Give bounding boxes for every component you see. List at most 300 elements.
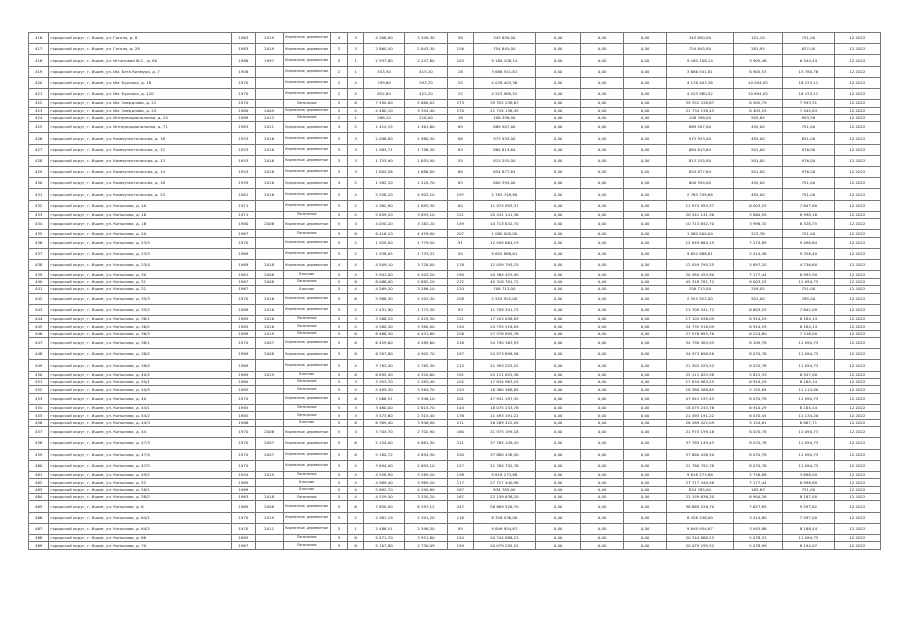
fund-regional-cell: 0,00 xyxy=(581,379,624,386)
unit-cost-cell: 6 910,29 xyxy=(733,315,782,322)
floors-cell: 5 xyxy=(330,427,347,438)
cost-total-cell: 39 352 238,67 xyxy=(473,100,535,107)
entrances-cell: 4 xyxy=(348,460,364,471)
residents-cell: 176 xyxy=(447,260,473,271)
owners-funds-cell: 22 159 636,20 xyxy=(667,494,734,501)
living-area-cell: 2 391,20 xyxy=(404,512,447,523)
renovation-year-cell xyxy=(255,535,283,542)
fund-federal-cell: 0,00 xyxy=(536,100,581,107)
floors-cell: 5 xyxy=(330,471,347,478)
renovation-year-cell: 2019 xyxy=(255,371,283,378)
floors-cell: 5 xyxy=(330,460,347,471)
deadline-cell: 12.2022 xyxy=(834,44,880,55)
floors-cell: 3 xyxy=(330,155,347,166)
total-area-cell: 4 529,50 xyxy=(364,494,405,501)
fund-local-cell: 0,00 xyxy=(624,237,667,248)
owners-funds-cell: 9 652 888,61 xyxy=(667,248,734,259)
address-cell: городской округ, г. Ишим, ул. Копылова, д. 40/5 xyxy=(49,386,232,393)
renovation-year-cell: 2018 xyxy=(255,494,283,501)
residents-cell: 25 xyxy=(447,77,473,88)
floors-cell: 5 xyxy=(330,412,347,419)
floors-cell: 5 xyxy=(330,379,347,386)
max-unit-cost-cell: 837,00 xyxy=(783,44,835,55)
entrances-cell: 6 xyxy=(348,535,364,542)
entrances-cell: 3 xyxy=(348,412,364,419)
floors-cell: 5 xyxy=(330,371,347,378)
address-cell: городской округ, г. Ишим, ул. Гоголя, д. 28 xyxy=(49,44,232,55)
unit-cost-cell: 7 177,44 xyxy=(733,271,782,278)
deadline-cell: 12.2022 xyxy=(834,393,880,404)
unit-cost-cell: 5 078,33 xyxy=(733,535,782,542)
table-row xyxy=(29,114,881,121)
fund-regional-cell: 0,00 xyxy=(581,107,624,114)
address-cell: городской округ, г. Ишим, ул. Копылова, д. 40 xyxy=(49,393,232,404)
cost-total-cell: 54 973 698,56 xyxy=(473,349,535,360)
total-area-cell: 2 096,00 xyxy=(364,133,405,144)
fund-local-cell: 0,00 xyxy=(624,114,667,121)
residents-cell: 150 xyxy=(447,323,473,330)
unit-cost-cell: 3 998,32 xyxy=(733,219,782,230)
deadline-cell: 12.2022 xyxy=(834,349,880,360)
wall-material-cell: Панельные xyxy=(283,230,330,237)
table-row xyxy=(29,88,881,99)
residents-cell: 197 xyxy=(447,349,473,360)
built-year-cell: 1980 xyxy=(232,219,256,230)
fund-local-cell: 0,00 xyxy=(624,88,667,99)
entrances-cell: 4 xyxy=(348,471,364,478)
fund-federal-cell: 0,00 xyxy=(536,33,581,44)
fund-regional-cell: 0,00 xyxy=(581,189,624,200)
entrances-cell: 6 xyxy=(348,419,364,426)
max-unit-cost-cell: 8 998,16 xyxy=(783,211,835,218)
cost-total-cell: 20 744 888,23 xyxy=(473,535,535,542)
total-area-cell: 1 983,71 xyxy=(364,144,405,155)
total-area-cell: 6 416,10 xyxy=(364,230,405,237)
living-area-cell: 4 503,20 xyxy=(404,271,447,278)
unit-cost-cell: 8 905,53 xyxy=(733,66,782,77)
entrances-cell: 3 xyxy=(348,33,364,44)
max-unit-cost-cell: 3 698,00 xyxy=(783,471,835,478)
row-number: 461 xyxy=(29,471,49,478)
wall-material-cell: Кирпичные, деревянные xyxy=(283,248,330,259)
living-area-cell: 3 969,20 xyxy=(404,479,447,486)
built-year-cell: 1970 xyxy=(232,237,256,248)
renovation-year-cell xyxy=(255,404,283,411)
max-unit-cost-cell: 8 995,90 xyxy=(783,271,835,278)
deadline-cell: 12.2022 xyxy=(834,404,880,411)
owners-funds-cell: 21 975 199,18 xyxy=(667,427,734,438)
fund-local-cell: 0,00 xyxy=(624,523,667,534)
renovation-year-cell xyxy=(255,486,283,493)
renovation-year-cell: 2019 xyxy=(255,330,283,337)
row-number: 450 xyxy=(29,371,49,378)
built-year-cell: 1981 xyxy=(232,271,256,278)
deadline-cell: 12.2022 xyxy=(834,379,880,386)
fund-regional-cell: 0,00 xyxy=(581,304,624,315)
fund-federal-cell: 0,00 xyxy=(536,330,581,337)
address-cell: городской округ, г. Ишим, ул. Копылова, д. 44/1 xyxy=(49,404,232,411)
max-unit-cost-cell: 8 184,14 xyxy=(783,323,835,330)
cost-total-cell: 9 849 954,67 xyxy=(473,523,535,534)
residents-cell: 201 xyxy=(447,393,473,404)
wall-material-cell: Кирпичные, деревянные xyxy=(283,189,330,200)
floors-cell: 5 xyxy=(330,486,347,493)
max-unit-cost-cell: 751,00 xyxy=(783,486,835,493)
deadline-cell: 12.2022 xyxy=(834,278,880,285)
renovation-year-cell xyxy=(255,100,283,107)
fund-regional-cell: 0,00 xyxy=(581,293,624,304)
owners-funds-cell: 18 075 243,76 xyxy=(667,404,734,411)
fund-federal-cell: 0,00 xyxy=(536,486,581,493)
owners-funds-cell: 11 709 341,72 xyxy=(667,304,734,315)
living-area-cell: 1 798,30 xyxy=(404,144,447,155)
floors-cell: 5 xyxy=(330,304,347,315)
unit-cost-cell: 10 094,05 xyxy=(733,77,782,88)
total-area-cell: 7 066,51 xyxy=(364,393,405,404)
fund-regional-cell: 0,00 xyxy=(581,211,624,218)
entrances-cell: 4 xyxy=(348,427,364,438)
owners-funds-cell: 12 949 664,19 xyxy=(667,237,734,248)
cost-total-cell: 2 763 749,86 xyxy=(473,189,535,200)
row-number: 443 xyxy=(29,304,49,315)
address-cell: городской округ, г. Ишим, ул. Копылова, д. 35/3 xyxy=(49,293,232,304)
residents-cell: 207 xyxy=(447,230,473,237)
renovation-year-cell xyxy=(255,200,283,211)
floors-cell: 5 xyxy=(330,349,347,360)
entrances-cell: 6 xyxy=(348,230,364,237)
wall-material-cell: Кирпичные, деревянные xyxy=(283,66,330,77)
table-row xyxy=(29,535,881,542)
wall-material-cell: Блочные xyxy=(283,371,330,378)
fund-local-cell: 0,00 xyxy=(624,494,667,501)
floors-cell: 2 xyxy=(330,44,347,55)
entrances-cell: 4 xyxy=(348,211,364,218)
fund-federal-cell: 0,00 xyxy=(536,237,581,248)
floors-cell: 2 xyxy=(330,88,347,99)
cost-total-cell: 20 541 141,36 xyxy=(473,211,535,218)
entrances-cell: 4 xyxy=(348,189,364,200)
entrances-cell: 1 xyxy=(348,114,364,121)
renovation-year-cell xyxy=(255,286,283,293)
fund-federal-cell: 0,00 xyxy=(536,88,581,99)
entrances-cell: 6 xyxy=(348,542,364,549)
deadline-cell: 12.2022 xyxy=(834,330,880,337)
built-year-cell: 1958 xyxy=(232,66,256,77)
fund-federal-cell: 0,00 xyxy=(536,260,581,271)
floors-cell: 5 xyxy=(330,211,347,218)
unit-cost-cell: 492,00 xyxy=(733,133,782,144)
total-area-cell: 5 558,20 xyxy=(364,189,405,200)
owners-funds-cell: 1 080 000,00 xyxy=(667,230,734,237)
deadline-cell: 12.2022 xyxy=(834,419,880,426)
max-unit-cost-cell: 8 184,14 xyxy=(783,315,835,322)
cost-total-cell: 813 255,00 xyxy=(473,155,535,166)
address-cell: городской округ, г. Ишим, ул. Копылова, д. 36/1 xyxy=(49,315,232,322)
deadline-cell: 12.2022 xyxy=(834,178,880,189)
living-area-cell: 5 946,10 xyxy=(404,393,447,404)
built-year-cell: 1983 xyxy=(232,44,256,55)
total-area-cell: 1 414,15 xyxy=(364,122,405,133)
owners-funds-cell: 12 059 795,25 xyxy=(667,260,734,271)
total-area-cell: 2 937,80 xyxy=(364,55,405,66)
built-year-cell: 1967 xyxy=(232,286,256,293)
row-number: 430 xyxy=(29,178,49,189)
total-area-cell: 3 473,60 xyxy=(364,412,405,419)
fund-federal-cell: 0,00 xyxy=(536,471,581,478)
living-area-cell: 1 773,30 xyxy=(404,304,447,315)
table-row xyxy=(29,271,881,278)
living-area-cell: 5 882,20 xyxy=(404,278,447,285)
table-row xyxy=(29,33,881,44)
floors-cell: 5 xyxy=(330,449,347,460)
entrances-cell: 4 xyxy=(348,107,364,114)
renovation-year-cell xyxy=(255,360,283,371)
built-year-cell: 1969 xyxy=(232,501,256,512)
max-unit-cost-cell: 7 647,60 xyxy=(783,200,835,211)
fund-federal-cell: 0,00 xyxy=(536,449,581,460)
renovation-year-cell: 2016 xyxy=(255,304,283,315)
address-cell: городской округ, г. Ишим, ул. Им. Бега Кизмура, д. 7 xyxy=(49,66,232,77)
fund-local-cell: 0,00 xyxy=(624,260,667,271)
max-unit-cost-cell: 11 094,73 xyxy=(783,535,835,542)
row-number: 431 xyxy=(29,189,49,200)
address-cell: городской округ, г. Ишим, ул. Копылова, д. 30 xyxy=(49,271,232,278)
row-number: 420 xyxy=(29,77,49,88)
owners-funds-cell: 108 398,00 xyxy=(667,114,734,121)
table-row xyxy=(29,323,881,330)
entrances-cell: 2 xyxy=(348,304,364,315)
total-area-cell: 4 480,10 xyxy=(364,107,405,114)
table-row xyxy=(29,122,881,133)
fund-local-cell: 0,00 xyxy=(624,144,667,155)
cost-total-cell: 20 384 453,90 xyxy=(473,271,535,278)
built-year-cell: 1970 xyxy=(232,523,256,534)
total-area-cell: 3 353,70 xyxy=(364,379,405,386)
owners-funds-cell: 17 834 963,25 xyxy=(667,379,734,386)
wall-material-cell: Кирпичные, деревянные xyxy=(283,155,330,166)
wall-material-cell: Кирпичные, деревянные xyxy=(283,360,330,371)
row-number: 435 xyxy=(29,230,49,237)
total-area-cell: 1 804,56 xyxy=(364,167,405,178)
fund-local-cell: 0,00 xyxy=(624,512,667,523)
living-area-cell: 2 425,30 xyxy=(404,315,447,322)
deadline-cell: 12.2022 xyxy=(834,286,880,293)
table-row xyxy=(29,248,881,259)
wall-material-cell: Кирпичные, деревянные xyxy=(283,178,330,189)
entrances-cell: 6 xyxy=(348,371,364,378)
address-cell: городской округ, г. Ишим, ул. Копылова, д. 44 xyxy=(49,427,232,438)
built-year-cell: 1967 xyxy=(232,230,256,237)
unit-cost-cell: 3 945,86 xyxy=(733,523,782,534)
residents-cell: 117 xyxy=(447,479,473,486)
unit-cost-cell: 8 109,78 xyxy=(733,338,782,349)
table-row xyxy=(29,144,881,155)
wall-material-cell: Кирпичные, деревянные xyxy=(283,449,330,460)
deadline-cell: 12.2022 xyxy=(834,211,880,218)
entrances-cell: 3 xyxy=(348,404,364,411)
fund-local-cell: 0,00 xyxy=(624,286,667,293)
address-cell: городской округ, г. Ишим, ул. Копылова, д. 36/2 xyxy=(49,323,232,330)
living-area-cell: 216,00 xyxy=(404,114,447,121)
table-row xyxy=(29,438,881,449)
fund-local-cell: 0,00 xyxy=(624,349,667,360)
floors-cell: 5 xyxy=(330,330,347,337)
entrances-cell: 6 xyxy=(348,349,364,360)
total-area-cell: 5 988,30 xyxy=(364,293,405,304)
owners-funds-cell: 2 553 922,00 xyxy=(667,293,734,304)
built-year-cell: 1953 xyxy=(232,144,256,155)
fund-local-cell: 0,00 xyxy=(624,271,667,278)
fund-regional-cell: 0,00 xyxy=(581,33,624,44)
living-area-cell: 3 350,20 xyxy=(404,494,447,501)
fund-federal-cell: 0,00 xyxy=(536,479,581,486)
address-cell: городской округ, г. Ишим, ул. Им. Бурлака, д. 120 xyxy=(49,88,232,99)
built-year-cell: 1970 xyxy=(232,512,256,523)
renovation-year-cell: 2011 xyxy=(255,122,283,133)
fund-federal-cell: 0,00 xyxy=(536,304,581,315)
table-row xyxy=(29,371,881,378)
residents-cell: 149 xyxy=(447,219,473,230)
owners-funds-cell: 37 880 436,50 xyxy=(667,449,734,460)
wall-material-cell: Кирпичные, деревянные xyxy=(283,349,330,360)
residents-cell: 153 xyxy=(447,386,473,393)
unit-cost-cell: 5 078,99 xyxy=(733,542,782,549)
entrances-cell: 3 xyxy=(348,379,364,386)
unit-cost-cell: 492,00 xyxy=(733,122,782,133)
table-row xyxy=(29,419,881,426)
owners-funds-cell: 813 255,00 xyxy=(667,155,734,166)
table-row xyxy=(29,330,881,337)
deadline-cell: 12.2022 xyxy=(834,501,880,512)
renovation-year-cell: 2008 xyxy=(255,271,283,278)
deadline-cell: 12.2022 xyxy=(834,114,880,121)
residents-cell: 154 xyxy=(447,535,473,542)
max-unit-cost-cell: 9 597,62 xyxy=(783,501,835,512)
floors-cell: 5 xyxy=(330,535,347,542)
residents-cell: 68 xyxy=(447,133,473,144)
residents-cell: 28 xyxy=(447,66,473,77)
entrances-cell: 2 xyxy=(348,200,364,211)
address-cell: городской округ, г. Ишим, ул. Копылова, д. 1А xyxy=(49,200,232,211)
fund-federal-cell: 0,00 xyxy=(536,412,581,419)
living-area-cell: 1 733,32 xyxy=(404,248,447,259)
address-cell: городской округ, г. Ишим, ул. Копылова, д. 36/3 xyxy=(49,330,232,337)
owners-funds-cell: 47 941 197,45 xyxy=(667,393,734,404)
max-unit-cost-cell: 8 187,00 xyxy=(783,494,835,501)
max-unit-cost-cell: 11 094,73 xyxy=(783,338,835,349)
built-year-cell: 1986 xyxy=(232,419,256,426)
unit-cost-cell: 223,38 xyxy=(733,230,782,237)
unit-cost-cell: 6 224,60 xyxy=(733,330,782,337)
floors-cell: 3 xyxy=(330,144,347,155)
owners-funds-cell: 11 974 993,37 xyxy=(667,200,734,211)
total-area-cell: 4 306,00 xyxy=(364,33,405,44)
row-number: 442 xyxy=(29,293,49,304)
built-year-cell: 1985 xyxy=(232,323,256,330)
address-cell: городской округ, г. Ишим, ул. Копылова, д. 49/2 xyxy=(49,471,232,478)
residents-cell: 121 xyxy=(447,315,473,322)
renovation-year-cell xyxy=(255,542,283,549)
fund-regional-cell: 0,00 xyxy=(581,523,624,534)
deadline-cell: 12.2022 xyxy=(834,323,880,330)
address-cell: городской округ, г. Ишим, ул. Копылова, д. 40/1 xyxy=(49,379,232,386)
wall-material-cell: Кирпичные, деревянные xyxy=(283,523,330,534)
residents-cell: 93 xyxy=(447,304,473,315)
max-unit-cost-cell: 11 094,73 xyxy=(783,278,835,285)
fund-regional-cell: 0,00 xyxy=(581,66,624,77)
fund-regional-cell: 0,00 xyxy=(581,100,624,107)
fund-regional-cell: 0,00 xyxy=(581,178,624,189)
deadline-cell: 12.2022 xyxy=(834,542,880,549)
table-row xyxy=(29,286,881,293)
max-unit-cost-cell: 976,00 xyxy=(783,167,835,178)
entrances-cell: 6 xyxy=(348,293,364,304)
address-cell: городской округ, г. Ишим, ул. Копылова, д. 52 xyxy=(49,479,232,486)
row-number: 451 xyxy=(29,379,49,386)
renovation-year-cell: 2018 xyxy=(255,260,283,271)
deadline-cell: 12.2022 xyxy=(834,412,880,419)
max-unit-cost-cell: 751,00 xyxy=(783,189,835,200)
cost-total-cell: 108 398,00 xyxy=(473,114,535,121)
row-number: 449 xyxy=(29,360,49,371)
fund-federal-cell: 0,00 xyxy=(536,512,581,523)
wall-material-cell: Кирпичные, деревянные xyxy=(283,77,330,88)
living-area-cell: 3 564,70 xyxy=(404,386,447,393)
cost-total-cell: 47 941 197,45 xyxy=(473,393,535,404)
table-row xyxy=(29,44,881,55)
total-area-cell: 6 389,40 xyxy=(364,419,405,426)
address-cell: городской округ, г. Ишим, ул. Им. Бурлака, д. 18 xyxy=(49,77,232,88)
residents-cell: 159 xyxy=(447,542,473,549)
entrances-cell: 5 xyxy=(348,386,364,393)
wall-material-cell: Панельные xyxy=(283,211,330,218)
fund-local-cell: 0,00 xyxy=(624,486,667,493)
fund-regional-cell: 0,00 xyxy=(581,88,624,99)
row-number: 424 xyxy=(29,114,49,121)
built-year-cell: 1965 xyxy=(232,535,256,542)
cost-total-cell: 600 394,00 xyxy=(473,178,535,189)
owners-funds-cell: 9 180 108,14 xyxy=(667,55,734,66)
living-area-cell: 3 893,10 xyxy=(404,211,447,218)
living-area-cell: 2 702,90 xyxy=(404,427,447,438)
table-row xyxy=(29,379,881,386)
table-row xyxy=(29,386,881,393)
unit-cost-cell: 6 910,29 xyxy=(733,323,782,330)
deadline-cell: 12.2022 xyxy=(834,427,880,438)
residents-cell: 121 xyxy=(447,211,473,218)
row-number: 439 xyxy=(29,271,49,278)
address-cell: городской округ, г. Ишим, ул. Копылова, д. 44/3 xyxy=(49,419,232,426)
fund-federal-cell: 0,00 xyxy=(536,371,581,378)
entrances-cell: 3 xyxy=(348,155,364,166)
entrances-cell: 1 xyxy=(348,55,364,66)
entrances-cell: 6 xyxy=(348,330,364,337)
row-number: 465 xyxy=(29,501,49,512)
residents-cell: 167 xyxy=(447,486,473,493)
cost-total-cell: 27 578 895,76 xyxy=(473,330,535,337)
owners-funds-cell: 973 933,00 xyxy=(667,133,734,144)
address-cell: городской округ, г. Ишим, ул. Копылова, д. 44/2 xyxy=(49,412,232,419)
wall-material-cell: Панельные xyxy=(283,535,330,542)
total-area-cell: 3 704,70 xyxy=(364,427,405,438)
fund-federal-cell: 0,00 xyxy=(536,523,581,534)
fund-local-cell: 0,00 xyxy=(624,412,667,419)
owners-funds-cell: 3 686 541,81 xyxy=(667,66,734,77)
fund-local-cell: 0,00 xyxy=(624,219,667,230)
living-area-cell: 4 681,30 xyxy=(404,438,447,449)
cost-total-cell: 21 493 191,22 xyxy=(473,412,535,419)
deadline-cell: 12.2022 xyxy=(834,438,880,449)
